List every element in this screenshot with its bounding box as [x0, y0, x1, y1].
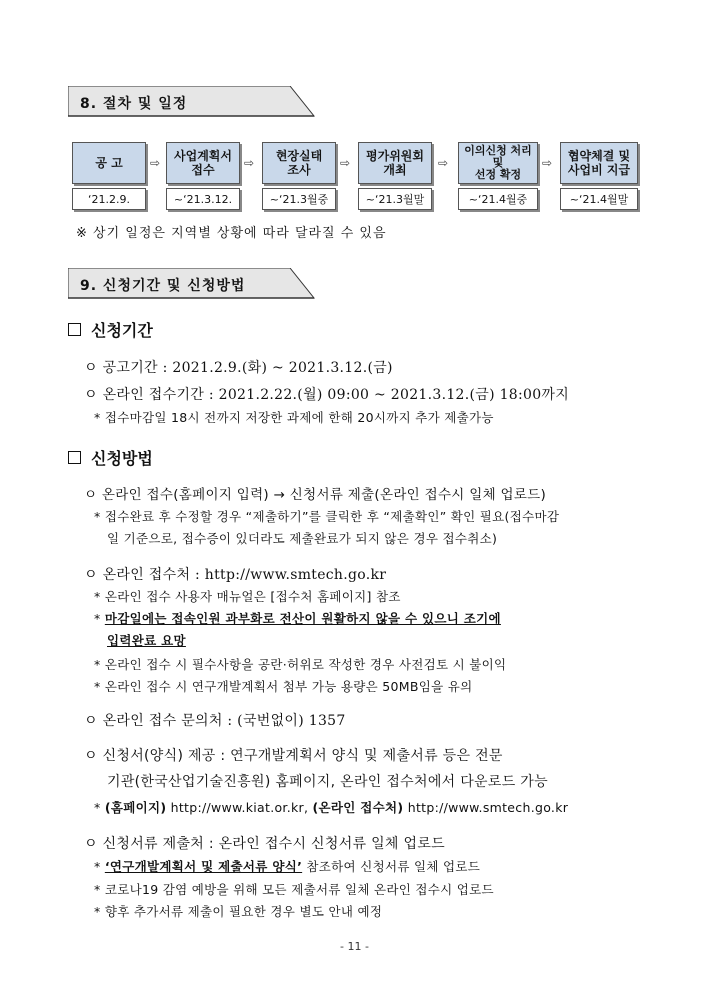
flow-step-date: ~‘21.4월중: [458, 188, 538, 210]
method-note: * 온라인 접수 시 필수사항을 공란·허위로 작성한 경우 사전검토 시 불이익: [94, 657, 507, 672]
flow-step-6: [560, 142, 638, 210]
method-item-contact: ㅇ 온라인 접수 문의처 : (국번없이) 1357: [84, 713, 346, 729]
flow-step-label: 사업계획서 접수: [166, 142, 240, 184]
flow-step-2: [166, 142, 240, 210]
flow-step-date: ~‘21.3월말: [358, 188, 432, 210]
flow-step-date: ‘21.2.9.: [72, 188, 146, 210]
method-note-forms: [94, 857, 480, 875]
method-item-submit: ㅇ 신청서류 제출처 : 온라인 접수시 신청서류 일체 업로드: [84, 836, 445, 852]
schedule-note: ※ 상기 일정은 지역별 상황에 따라 달라질 수 있음: [76, 226, 387, 241]
flow-step-date: ~‘21.3월중: [262, 188, 336, 210]
checkbox-square-icon: [68, 323, 81, 336]
flow-step-date: ~‘21.3.12.: [166, 188, 240, 210]
flow-step-3: [262, 142, 336, 210]
method-heading-text: 신청방법: [91, 449, 153, 468]
smtech-link[interactable]: http://www.smtech.go.kr: [403, 800, 569, 815]
method-item-online: ㅇ 온라인 접수(홈페이지 입력) → 신청서류 제출(온라인 접수시 일체 업로드): [84, 487, 547, 503]
period-item-1: ㅇ 공고기간 : 2021.2.9.(화) ~ 2021.3.12.(금): [84, 360, 393, 376]
flow-arrow-icon: ⇨: [243, 156, 255, 170]
page-number: - 11 -: [340, 940, 369, 953]
forms-title: ‘연구개발계획서 및 제출서류 양식’: [104, 859, 303, 874]
flow-step-date: ~‘21.4월말: [560, 188, 638, 210]
period-heading: [68, 318, 153, 341]
forms-note-text: 참조하여 신청서류 일체 업로드: [302, 859, 481, 874]
method-item-url: ㅇ 온라인 접수처 : http://www.smtech.go.kr: [84, 567, 387, 583]
flow-step-label: 이의신청 처리 및 선정 확정: [458, 142, 538, 184]
section-9-title: 9. 신청기간 및 신청방법: [80, 278, 246, 294]
flow-step-label: 협약체결 및 사업비 지급: [560, 142, 638, 184]
flow-step-label: 현장실태 조사: [262, 142, 336, 184]
period-note: * 접수마감일 18시 전까지 저장한 과제에 한해 20시까지 추가 제출가능: [94, 410, 494, 425]
period-item-2: ㅇ 온라인 접수기간 : 2021.2.22.(월) 09:00 ~ 2021.3.12.(금) 18:00까지: [84, 387, 570, 403]
flow-arrow-icon: ⇨: [339, 156, 351, 170]
method-item-forms-cont: 기관(한국산업기술진흥원) 홈페이지, 온라인 접수처에서 다운로드 가능: [107, 774, 548, 790]
method-note: * 접수완료 후 수정할 경우 “제출하기”를 클릭한 후 “제출확인” 확인 필요(접수마감: [94, 509, 560, 524]
flow-step-5: [458, 142, 538, 210]
note-marker: *: [94, 800, 105, 815]
kiat-link[interactable]: http://www.kiat.or.kr,: [166, 800, 313, 815]
method-item-forms: ㅇ 신청서(양식) 제공 : 연구개발계획서 양식 및 제출서류 등은 전문: [84, 748, 503, 764]
method-note-deadline-cont: [107, 631, 186, 649]
online-portal-label: (온라인 접수처): [312, 800, 404, 815]
flow-arrow-icon: ⇨: [437, 156, 449, 170]
period-heading-text: 신청기간: [91, 321, 153, 340]
checkbox-square-icon: [68, 451, 81, 464]
procedure-flow: [72, 142, 642, 214]
section-8-title: 8. 절차 및 일정: [80, 96, 188, 112]
section-8-header: [68, 86, 316, 118]
method-note: * 온라인 접수 사용자 매뉴얼은 [접수처 홈페이지] 참조: [94, 589, 401, 604]
method-note: * 향후 추가서류 제출이 필요한 경우 별도 안내 예정: [94, 904, 383, 919]
flow-arrow-icon: ⇨: [149, 156, 161, 170]
note-marker: *: [94, 611, 105, 626]
deadline-warning-cont: 입력완료 요망: [107, 633, 186, 648]
homepage-label: (홈페이지): [104, 800, 167, 815]
method-note-deadline: [94, 609, 501, 627]
flow-step-1: [72, 142, 146, 210]
method-note: 일 기준으로, 접수증이 있더라도 제출완료가 되지 않은 경우 접수취소): [107, 531, 498, 546]
method-note: * 온라인 접수 시 연구개발계획서 첨부 가능 용량은 50MB임을 유의: [94, 679, 473, 694]
method-heading: [68, 446, 153, 469]
flow-step-4: [358, 142, 432, 210]
flow-step-label: 평가위원회 개최: [358, 142, 432, 184]
note-marker: *: [94, 859, 105, 874]
method-note: * 코로나19 감염 예방을 위해 모든 제출서류 일체 온라인 접수시 업로드: [94, 882, 494, 897]
section-9-header: [68, 268, 316, 300]
flow-step-label: 공 고: [72, 142, 146, 184]
flow-arrow-icon: ⇨: [541, 156, 553, 170]
deadline-warning: 마감일에는 접속인원 과부화로 전산이 원활하지 않을 수 있으니 조기에: [104, 611, 501, 626]
method-note-links: [94, 798, 568, 816]
